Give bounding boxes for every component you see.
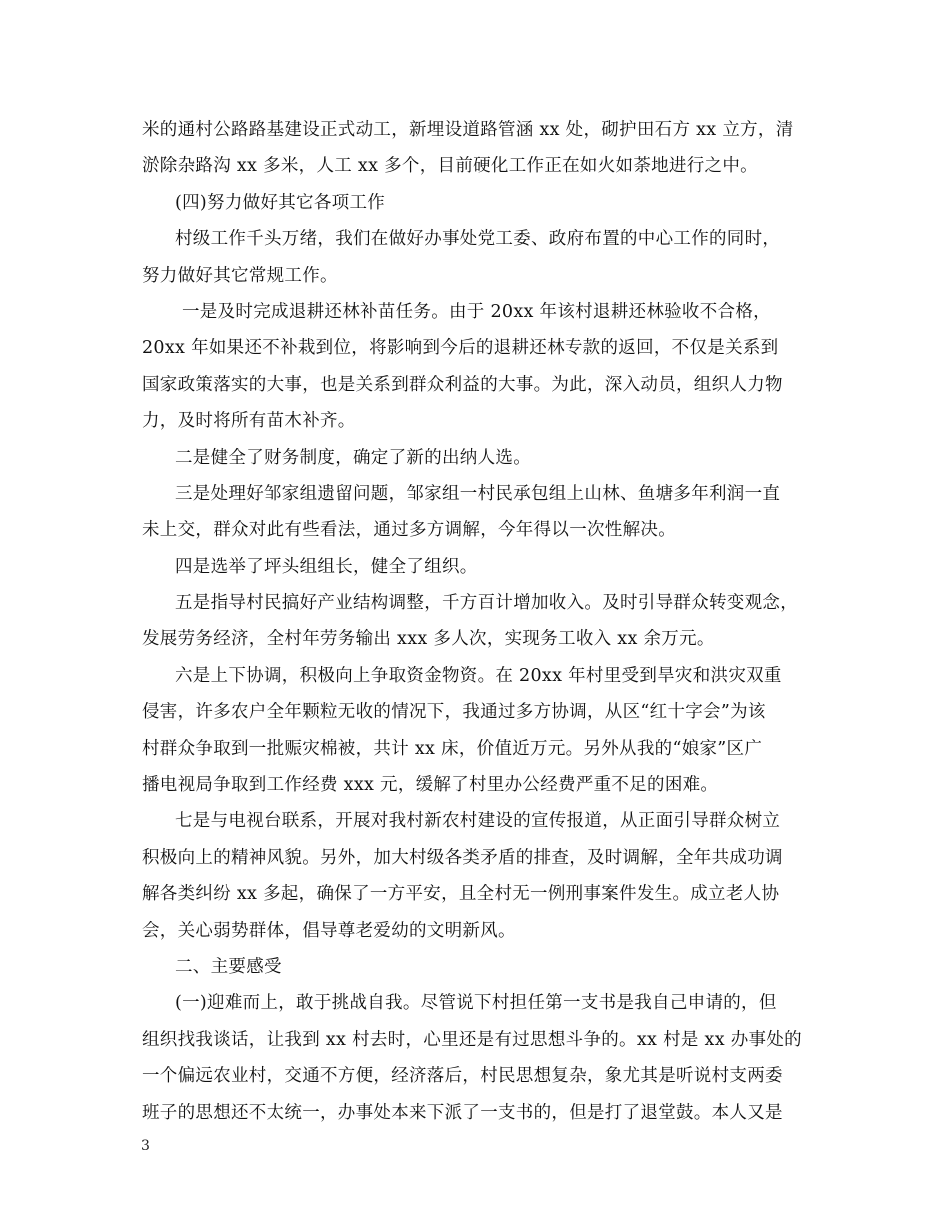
text-line: 六是上下协调，积极向上争取资金物资。在 20xx 年村里受到旱灾和洪灾双重 bbox=[175, 665, 782, 686]
text-line: 国家政策落实的大事，也是关系到群众利益的大事。为此，深入动员，组织人力物 bbox=[142, 374, 783, 395]
text-line: 班子的思想还不太统一，办事处本来下派了一支书的，但是打了退堂鼓。本人又是 bbox=[142, 1102, 783, 1123]
text-line: 四是选举了坪头组组长，健全了组织。 bbox=[175, 556, 478, 577]
text-line: 村级工作千头万绪，我们在做好办事处党工委、政府布置的中心工作的同时， bbox=[175, 229, 781, 250]
text-line: 积极向上的精神风貌。另外，加大村级各类矛盾的排查，及时调解，全年共成功调 bbox=[142, 847, 783, 868]
text-line: 淤除杂路沟 xx 多米，人工 xx 多个，目前硬化工作正在如火如荼地进行之中。 bbox=[142, 156, 758, 177]
text-line: 村群众争取到一批赈灾棉被，共计 xx 床，价值近万元。另外从我的“娘家”区广 bbox=[142, 738, 763, 759]
body-text bbox=[142, 112, 812, 1131]
text-line: 会，关心弱势群体，倡导尊老爱幼的文明新风。 bbox=[142, 920, 516, 941]
text-line: 三是处理好邹家组遗留问题，邹家组一村民承包组上山林、鱼塘多年利润一直 bbox=[175, 483, 781, 504]
section-heading: 二、主要感受 bbox=[175, 956, 282, 977]
text-line: 一是及时完成退耕还林补苗任务。由于 20xx 年该村退耕还林验收不合格， bbox=[182, 301, 771, 322]
text-line: 播电视局争取到工作经费 xxx 元，缓解了村里办公经费严重不足的困难。 bbox=[142, 775, 719, 796]
text-line: 力，及时将所有苗木补齐。 bbox=[142, 411, 356, 432]
text-line: 七是与电视台联系，开展对我村新农村建设的宣传报道，从正面引导群众树立 bbox=[175, 811, 781, 832]
text-line: 米的通村公路路基建设正式动工，新埋设道路管涵 xx 处，砌护田石方 xx 立方，清 bbox=[142, 120, 794, 140]
text-line: (一)迎难而上，敢于挑战自我。尽管说下村担任第一支书是我自己申请的，但 bbox=[175, 993, 777, 1014]
text-line: 未上交，群众对此有些看法，通过多方调解，今年得以一次性解决。 bbox=[142, 520, 676, 541]
text-line: 侵害，许多农户全年颗粒无收的情况下，我通过多方协调，从区“红十字会”为该 bbox=[142, 702, 766, 723]
text-line: 二是健全了财务制度，确定了新的出纳人选。 bbox=[175, 447, 531, 468]
text-line: 一个偏远农业村，交通不方便，经济落后，村民思想复杂，象尤其是听说村支两委 bbox=[142, 1066, 783, 1087]
text-line: 努力做好其它常规工作。 bbox=[142, 265, 338, 286]
text-line: 解各类纠纷 xx 多起，确保了一方平安，且全村无一例刑事案件发生。成立老人协 bbox=[142, 884, 780, 905]
text-line: 发展劳务经济，全村年劳务输出 xxx 多人次，实现务工收入 xx 余万元。 bbox=[142, 629, 715, 650]
text-line: 组织找我谈话，让我到 xx 村去时，心里还是有过思想斗争的。xx 村是 xx 办事处的 bbox=[142, 1029, 802, 1050]
section-heading: (四)努力做好其它各项工作 bbox=[175, 192, 386, 213]
page-number: 3 bbox=[141, 1138, 150, 1154]
text-line: 五是指导村民搞好产业结构调整，千方百计增加收入。及时引导群众转变观念， bbox=[175, 593, 798, 614]
text-line: 20xx 年如果还不补栽到位，将影响到今后的退耕还林专款的返回，不仅是关系到 bbox=[142, 338, 779, 359]
